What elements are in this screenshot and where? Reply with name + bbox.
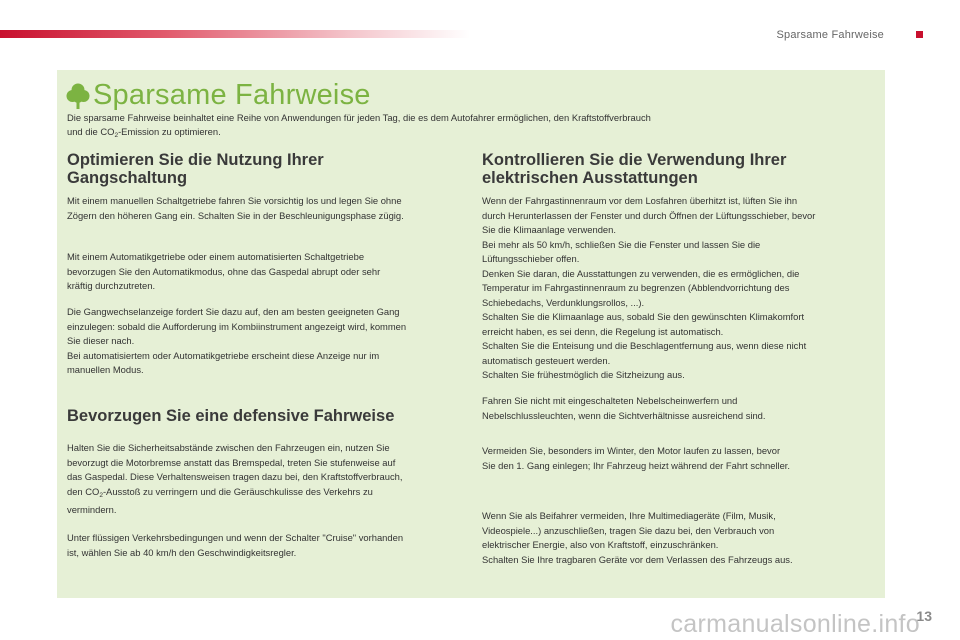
paragraph: Fahren Sie nicht mit eingeschalteten Nebelscheinwerfern und Nebelschlussleuchten, wenn die Sichtverhältnisse ausreichend sind.	[482, 395, 766, 421]
paragraph: Mit einem manuellen Schaltgetriebe fahren Sie vorsichtig los und legen Sie ohne Zögern den höheren Gang ein. Schalten Sie in der Beschleunigungsphase zügig.	[67, 195, 404, 221]
heading-line: Gangschaltung	[67, 169, 188, 187]
paragraph: Wenn Sie als Beifahrer vermeiden, Ihre Multimediageräte (Film, Musik, Videospiele...) anzuschließen, tragen Sie dazu bei, den Verbrauch von elektrischer Energie, also von Kraftstoff, einzuschränken. Schalten Sie Ihre tragbaren Geräte vor dem Verlassen des Fahrzeugs aus.	[482, 510, 793, 565]
heading-line: elektrischen Ausstattungen	[482, 169, 698, 187]
tree-leaf-icon	[66, 82, 90, 110]
watermark: carmanualsonline.info	[670, 610, 920, 638]
intro-line: Die sparsame Fahrweise beinhaltet eine Reihe von Anwendungen für jeden Tag, die es dem Autofahrer ermöglichen, den Kraftstoffverbrauch	[67, 112, 651, 123]
intro-text	[67, 111, 847, 143]
red-square-icon	[916, 31, 923, 38]
section-defensive-heading: Bevorzugen Sie eine defensive Fahrweise	[67, 407, 395, 425]
paragraph: Halten Sie die Sicherheitsabstände zwischen den Fahrzeugen ein, nutzen Sie bevorzugt die Motorbremse anstatt das Bremspedal, treten Sie stufenweise auf das Gaspedal. Diese Verhaltensweisen tragen dazu bei, den Kraftstoffverbrauch, den $CO_2$-Ausstoß zu verringern und die Geräuschkulisse des Verkehrs zu vermindern.	[67, 442, 403, 515]
paragraph: Die Gangwechselanzeige fordert Sie dazu auf, den am besten geeigneten Gang einzulegen: sobald die Aufforderung im Kombiinstrument angezeigt wird, kommen Sie dieser nach. Bei automatisiertem oder Automatikgetriebe erscheint diese Anzeige nur im manuellen Modus.	[67, 306, 407, 375]
page-title: Sparsame Fahrweise	[93, 79, 371, 111]
header-color-bar	[0, 30, 470, 38]
paragraph: Wenn der Fahrgastinnenraum vor dem Losfahren überhitzt ist, lüften Sie ihn durch Herunterlassen der Fenster und durch Öffnen der Lüftungsschieber, bevor Sie die Klimaanlage verwenden. Bei mehr als 50 km/h, schließen Sie die Fenster und lassen Sie die Lüftungsschieber offen. Denken Sie daran, die Ausstattungen zu verwenden, die es ermöglichen, die Temperatur im Fahrgastinnenraum zu begrenzen (Abblendvorrichtung des Schiebedachs, Verdunklungsrollos, ...). Schalten Sie die Klimaanlage aus, sobald Sie den gewünschten Klimakomfort erreicht haben, es sei denn, die Regelung ist automatisch. Schalten Sie die Enteisung und die Beschlagentfernung aus, wenn diese nicht automatisch gesteuert werden. Schalten Sie frühestmöglich die Sitzheizung aus.	[482, 195, 816, 380]
page-number: 13	[916, 608, 932, 624]
section-electrical-heading	[482, 151, 882, 187]
heading-line: Kontrollieren Sie die Verwendung Ihrer	[482, 151, 787, 169]
paragraph: Mit einem Automatikgetriebe oder einem automatisierten Schaltgetriebe bevorzugen Sie den Automatikmodus, ohne das Gaspedal abrupt oder sehr kräftig durchzutreten.	[67, 251, 381, 291]
title-row	[66, 79, 371, 112]
section-gear-heading	[67, 151, 467, 187]
heading-line: Optimieren Sie die Nutzung Ihrer	[67, 151, 324, 169]
intro-line: und die $CO_2$-Emission zu optimieren.	[67, 126, 221, 139]
running-head: Sparsame Fahrweise	[776, 29, 884, 41]
paragraph: Unter flüssigen Verkehrsbedingungen und wenn der Schalter "Cruise" vorhanden ist, wählen Sie ab 40 km/h den Geschwindigkeitsregler.	[67, 532, 404, 558]
paragraph: Vermeiden Sie, besonders im Winter, den Motor laufen zu lassen, bevor Sie den 1. Gang einlegen; Ihr Fahrzeug heizt während der Fahrt schneller.	[482, 445, 790, 471]
